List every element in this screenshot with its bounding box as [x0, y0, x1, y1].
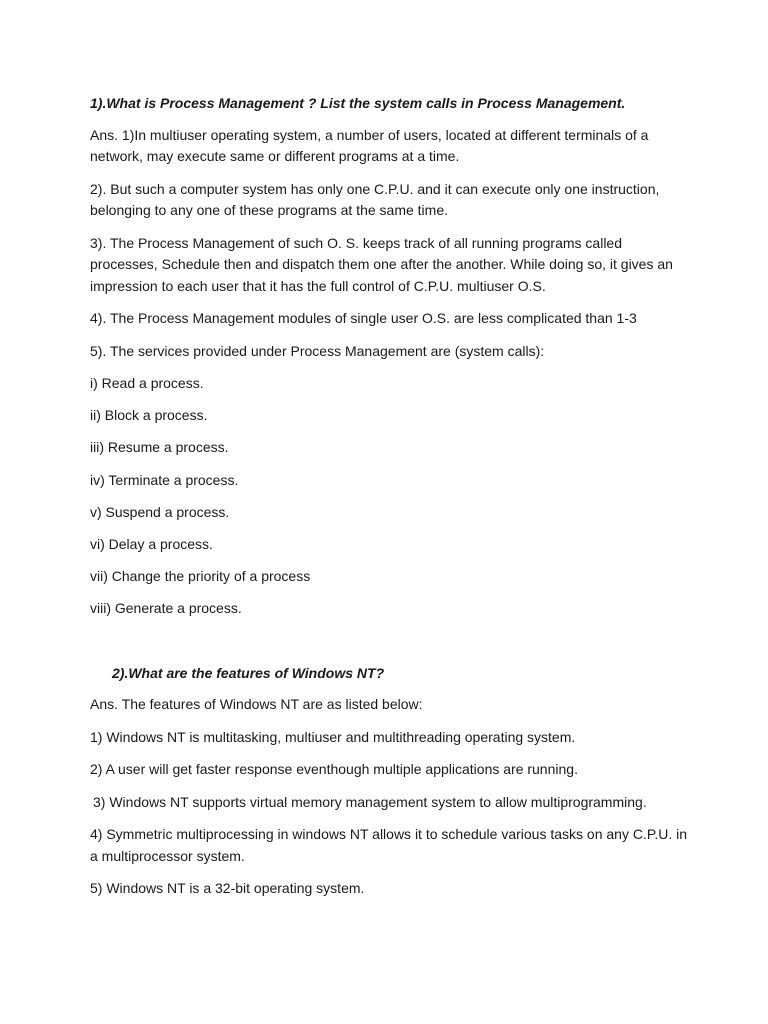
feature-item: 3) Windows NT supports virtual memory management system to allow multiprogramming.: [93, 793, 647, 810]
feature-item: 5) Windows NT is a 32-bit operating system.: [90, 880, 365, 896]
system-call-item: iii) Resume a process.: [90, 439, 229, 456]
answer-2-intro: Ans. The features of Windows NT are as listed below:: [90, 696, 423, 712]
system-call-item: ii) Block a process.: [90, 407, 208, 424]
document-body: [90, 93, 690, 911]
answer-1-paragraph-4: 4). The Process Management modules of single user O.S. are less complicated than 1-3: [90, 310, 637, 326]
feature-item: 2) A user will get faster response eventhough multiple applications are running.: [90, 761, 578, 777]
answer-1-paragraph-1: Ans. 1)In multiuser operating system, a number of users, located at different terminals of a network, may execute same or different programs at a time.: [90, 126, 649, 164]
system-call-item: i) Read a process.: [90, 375, 204, 391]
system-call-item: vi) Delay a process.: [90, 535, 213, 552]
answer-1-paragraph-3: 3). The Process Management of such O. S. keeps track of all running programs called processes, Schedule then and dispatch them one after the another. While doing so, it gives an impression to each user that it has the full control of C.P.U. multiuser O.S.: [90, 234, 673, 294]
answer-1-paragraph-5: 5). The services provided under Process Management are (system calls):: [90, 342, 545, 359]
feature-item: 4) Symmetric multiprocessing in windows NT allows it to schedule various tasks on any C.P.U. in a multiprocessor system.: [90, 826, 688, 864]
system-call-item: vii) Change the priority of a process: [90, 568, 311, 585]
feature-item: 1) Windows NT is multitasking, multiuser and multithreading operating system.: [90, 728, 576, 745]
system-call-item: v) Suspend a process.: [90, 503, 230, 520]
system-call-item: viii) Generate a process.: [90, 600, 242, 617]
answer-1-paragraph-2: 2). But such a computer system has only one C.P.U. and it can execute only one instruction, belonging to any one of these programs at the same time.: [90, 180, 660, 218]
question-2-heading: 2).What are the features of Windows NT?: [112, 664, 385, 681]
section-spacer: [90, 631, 690, 663]
system-call-item: iv) Terminate a process.: [90, 471, 239, 488]
question-1-heading: 1).What is Process Management ? List the system calls in Process Management.: [90, 95, 626, 111]
